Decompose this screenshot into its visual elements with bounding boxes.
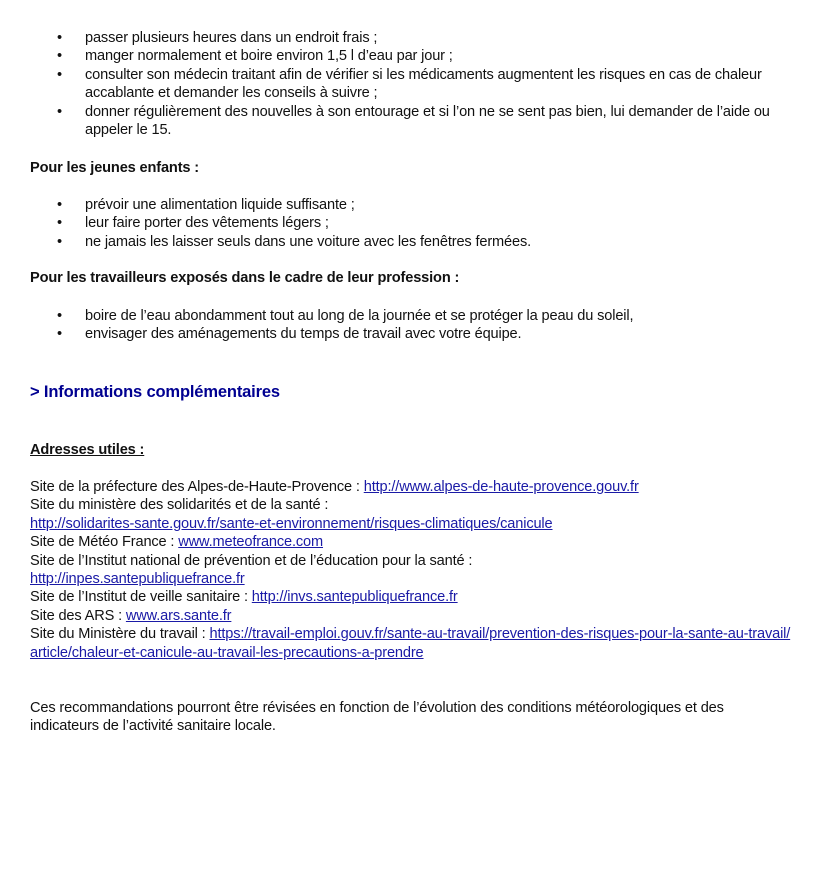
address-label: Site du ministère des solidarités et de la santé :: [30, 497, 329, 514]
address-ministry-health: [30, 496, 795, 533]
bullet-icon: •: [57, 103, 62, 120]
list-item-text: consulter son médecin traitant afin de vérifier si les médicaments augmentent les risques en cas de chaleur accablante et demander les conseils à suivre ;: [85, 66, 762, 102]
list-item: [30, 325, 795, 343]
address-label: Site de l’Institut de veille sanitaire :: [30, 589, 252, 606]
bullet-icon: •: [57, 30, 62, 46]
prefecture-link[interactable]: http://www.alpes-de-haute-provence.gouv.fr: [363, 479, 639, 495]
bullet-icon: •: [57, 326, 62, 343]
list-item-text: prévoir une alimentation liquide suffisante ;: [85, 197, 355, 213]
bullet-icon: •: [57, 48, 62, 65]
list-item-text: ne jamais les laisser seuls dans une voiture avec les fenêtres fermées.: [85, 233, 532, 250]
list-item: [30, 196, 795, 214]
children-advice-list: [30, 196, 795, 251]
list-item: [30, 103, 795, 140]
bullet-icon: •: [57, 233, 62, 250]
address-label: Site de l’Institut national de prévention et de l’éducation pour la santé :: [30, 552, 473, 569]
info-heading: > Informations complémentaires: [30, 383, 280, 401]
bullet-icon: •: [57, 308, 62, 324]
address-label: Site du Ministère du travail :: [30, 626, 210, 643]
workers-heading: Pour les travailleurs exposés dans le cadre de leur profession :: [30, 270, 460, 286]
invs-link[interactable]: http://invs.santepubliquefrance.fr: [251, 589, 458, 606]
address-ministry-work: [30, 625, 795, 662]
bullet-icon: •: [57, 215, 62, 232]
children-heading: Pour les jeunes enfants :: [30, 160, 199, 176]
address-meteo: [30, 533, 795, 551]
address-label: Site de la préfecture des Alpes-de-Haute-Provence :: [30, 479, 364, 495]
inpes-link[interactable]: http://inpes.santepubliquefrance.fr: [30, 571, 245, 588]
addresses-list: [30, 478, 795, 662]
address-ars: [30, 607, 795, 625]
list-item: [30, 307, 795, 325]
list-item-text: manger normalement et boire environ 1,5 l d’eau par jour ;: [85, 48, 453, 65]
bullet-icon: •: [57, 66, 62, 83]
address-prefecture: [30, 478, 795, 496]
address-invs: [30, 588, 795, 606]
list-item: [30, 233, 795, 251]
meteo-link[interactable]: www.meteofrance.com: [178, 534, 324, 551]
workers-advice-list: [30, 307, 795, 344]
ministry-health-link[interactable]: http://solidarites-sante.gouv.fr/sante-et-environnement/risques-climatiques/canicule: [30, 515, 553, 532]
list-item: [30, 214, 795, 232]
ars-link[interactable]: www.ars.sante.fr: [125, 607, 232, 624]
list-item: [30, 29, 795, 47]
address-inpes: [30, 552, 795, 589]
list-item-text: donner régulièrement des nouvelles à son entourage et si l’on ne se sent pas bien, lui demander de l’aide ou appeler le 15.: [85, 103, 770, 139]
list-item: [30, 47, 795, 65]
bullet-icon: •: [57, 197, 62, 213]
list-item-text: envisager des aménagements du temps de travail avec votre équipe.: [85, 326, 522, 343]
general-advice-list: [30, 29, 795, 139]
list-item-text: boire de l’eau abondamment tout au long de la journée et se protéger la peau du soleil,: [85, 308, 634, 324]
list-item: [30, 66, 795, 103]
list-item-text: leur faire porter des vêtements légers ;: [85, 215, 329, 232]
address-label: Site des ARS :: [30, 607, 126, 624]
ministry-work-link[interactable]: https://travail-emploi.gouv.fr/sante-au-travail/prevention-des-risques-pour-la-sante-au-travail/article/chaleur-et-canicule-au-travail-les-precautions-a-prendre: [30, 626, 791, 661]
address-label: Site de Météo France :: [30, 534, 179, 551]
list-item-text: passer plusieurs heures dans un endroit frais ;: [85, 30, 378, 46]
closing-paragraph: Ces recommandations pourront être révisées en fonction de l’évolution des conditions météorologiques et des indicateurs de l’activité sanitaire locale.: [30, 700, 724, 735]
addresses-heading: Adresses utiles :: [30, 442, 145, 458]
